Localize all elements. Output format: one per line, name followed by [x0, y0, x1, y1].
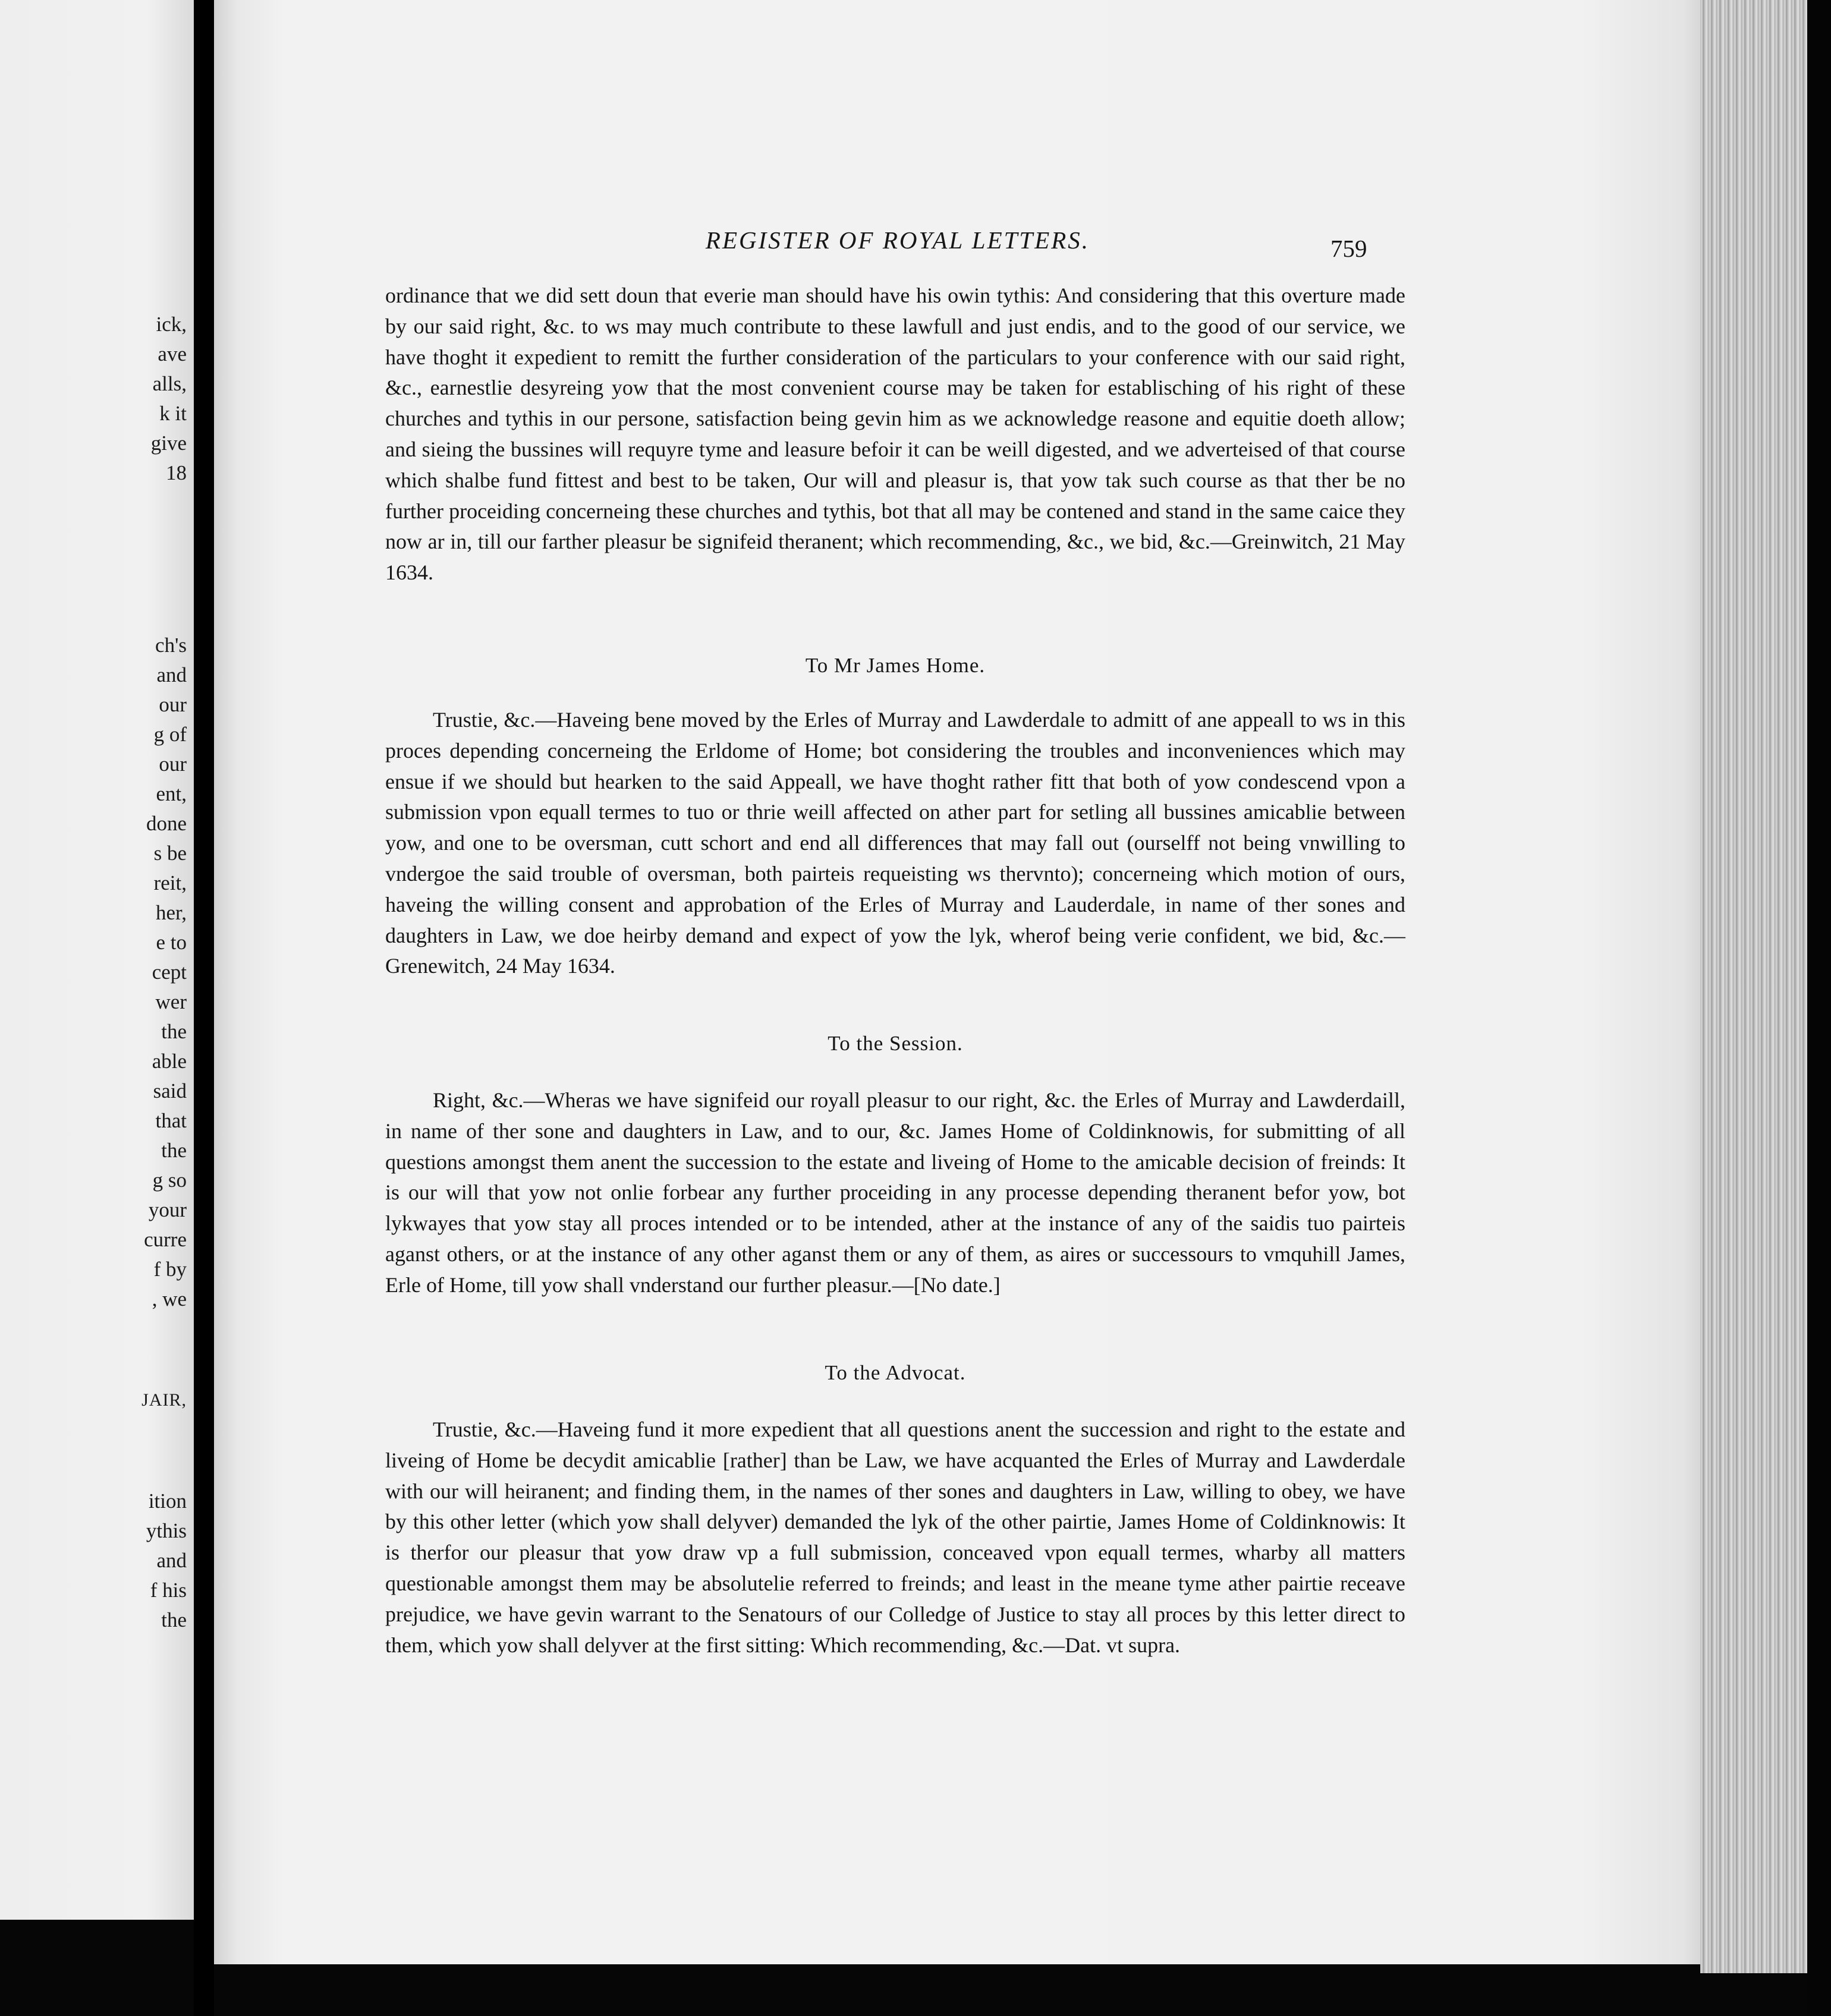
book-spine: [194, 0, 214, 2016]
scan-border: [1807, 0, 1831, 2016]
left-page-fragment: and: [156, 1549, 187, 1572]
page-edges: [1700, 0, 1807, 1973]
section-heading-session: To the Session.: [828, 1032, 963, 1055]
left-page-fragment: e to: [156, 931, 187, 954]
left-page-fragment: and: [156, 663, 187, 686]
left-page-fragment: the: [161, 1020, 187, 1043]
left-page-fragment: our: [159, 752, 187, 776]
letter-advocat: Trustie, &c.—Haveing fund it more expedient that all questions anent the succession and right to the estate and liveing of Home be decydit amicablie [rather] than be Law, we have acquanted the Erles of Murray and Lawderdale with our will heiranent; and finding them, in the names of ther sones and daughters in Law, willing to obey, we have by this other letter (which yow shall delyver) demanded the lyk of the other pairtie, James Home of Coldinknowis: It is therfor our pleasur that yow draw vp a full submission, conceaved vpon equall termes, wharby all matters questionable amongst them may be absolutelie referred to freinds; and least in the meane tyme ather pairtie receave prejudice, we have gevin warrant to the Senatours of our Colledge of Justice to stay all proces by this letter direct to them, which yow shall delyver at the first sitting: Which recommending, &c.—Dat. vt supra.: [385, 1418, 1405, 1657]
left-page-fragment: ave: [158, 342, 187, 366]
left-page-fragment: ent,: [156, 782, 187, 805]
left-page-fragment: reit,: [153, 871, 187, 894]
left-page-fragment: 18: [166, 461, 187, 484]
letter-home: Trustie, &c.—Haveing bene moved by the Erles of Murray and Lawderdale to admitt of ane appeall to ws in this proces depending concerneing the Erldome of Home; bot considering the troubles and inconveniences which may ensue if we should but hearken to the said Appeall, we have thoght rather fitt that both of yow condescend vpon a submission vpon equall termes to tuo or thrie weill affected on ather part for setling all bussines amicablie between yow, and one to be oversman, cutt schort and end all differences that may fall out (ourselff not being vnwilling to vndergoe the said trouble of oversman, both pairteis requeisting ws thervnto); concerneing which motion of ours, haveing the willing consent and approbation of the Erles of Murray and Lauderdale, in name of ther sones and daughters in Law, we doe heirby demand and expect of yow the lyk, wherof being verie confident, we bid, &c.—Grenewitch, 24 May 1634.: [385, 708, 1405, 978]
left-page-fragment: ick,: [156, 313, 187, 336]
letter-session: Right, &c.—Wheras we have signifeid our royall pleasur to our right, &c. the Erles of Murray and Lawderdaill, in name of ther sone and daughters in Law, and to our, &c. James Home of Coldinknowis, for submitting of all questions amongst them anent the succession to the estate and liveing of Home to the amicable decision of freinds: It is our will that yow not onlie forbear any further proceiding in any processe depending theranent befor yow, bot lykwayes that yow stay all proces intended or to be intended, ather at the instance of any of the saidis tuo pairteis aganst others, or at the instance of any other aganst them or any of them, as aires or successours to vmquhill James, Erle of Home, till yow shall vnderstand our further pleasur.—[No date.]: [385, 1088, 1405, 1297]
running-head: REGISTER OF ROYAL LETTERS.: [705, 226, 1090, 254]
left-page-fragment: done: [146, 812, 187, 835]
page-number: 759: [1330, 235, 1367, 262]
left-page-fragment: alls,: [152, 372, 187, 395]
left-page-fragment: f by: [153, 1258, 187, 1281]
left-page-fragment: able: [152, 1050, 187, 1073]
left-page-fragment: ythis: [146, 1519, 187, 1542]
left-page-fragment: cept: [152, 960, 187, 984]
left-page-fragment: give: [150, 431, 187, 455]
left-page-fragment: that: [155, 1109, 187, 1132]
left-page-fragment: JAIR,: [141, 1390, 187, 1410]
section-heading-advocat: To the Advocat.: [825, 1361, 966, 1384]
left-page-fragment: s be: [153, 842, 187, 865]
left-page-fragment: ition: [148, 1489, 187, 1513]
left-page-fragment: , we: [152, 1287, 187, 1311]
left-page-fragment: curre: [144, 1228, 187, 1251]
left-page-fragment: the: [161, 1608, 187, 1631]
left-page-fragment: k it: [159, 402, 187, 425]
left-page-fragment: g so: [152, 1168, 187, 1192]
left-page-fragment: f his: [150, 1579, 187, 1602]
left-page-fragment: your: [148, 1198, 187, 1221]
left-page-fragment: her,: [155, 901, 187, 924]
left-page-fragment: ch's: [155, 634, 187, 657]
left-page-fragment: the: [161, 1139, 187, 1162]
continuation-paragraph: ordinance that we did sett doun that everie man should have his owin tythis: And considering that this overture made by our said right, &c. to ws may much contribute to these lawfull and just endis, and to the good of our service, we have thoght it expedient to remitt the further consideration of the particulars to your conference with our said right, &c., earnestlie desyreing yow that the most convenient course may be taken for establisching of his right of these churches and tythis in our persone, satisfaction being gevin him as we acknowledge reasone and equitie doeth allow; and sieing the bussines will requyre tyme and leasure befoir it can be weill digested, and we adverteised of that course which shalbe fund fittest and best to be taken, Our will and pleasur is, that yow tak such course as that ther be no further proceiding concerneing these churches and tythis, bot that all may be contened and stand in the same caice they now ar in, till our farther pleasur be signifeid theranent; which recommending, &c., we bid, &c.—Greinwitch, 21 May 1634.: [385, 284, 1405, 585]
left-page-fragment: g of: [153, 723, 187, 746]
section-heading-home: To Mr James Home.: [805, 654, 986, 677]
left-page-fragment: said: [153, 1079, 187, 1102]
left-page-fragment: our: [159, 693, 187, 716]
left-page-fragment: wer: [155, 990, 187, 1013]
